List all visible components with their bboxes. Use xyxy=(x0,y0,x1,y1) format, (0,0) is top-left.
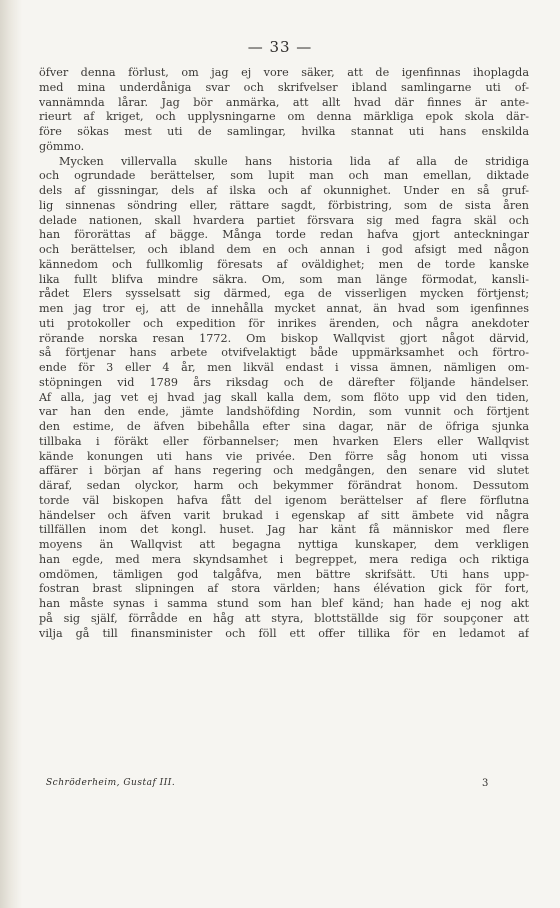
text-line: torde väl biskopen hafva fått del igenom berättelser af flere förflutna xyxy=(39,493,529,507)
text-line: tillfällen inom det kongl. huset. Jag har känt få människor med flere xyxy=(39,523,529,537)
text-line: men jag tror ej, att de innehålla mycket annat, än hvad som igenfinnes xyxy=(39,302,529,315)
text-line: han måste synas i samma stund som han blef känd; han hade ej nog akt xyxy=(39,597,529,610)
text-line: fostran brast slipningen af stora världen; hans élévation gick för fort, xyxy=(39,582,529,596)
body-text xyxy=(39,66,529,641)
page-number: — 33 — xyxy=(247,38,313,56)
text-line: ende för 3 eller 4 år, men likväl endast i vissa ämnen, nämligen om- xyxy=(39,361,529,374)
text-line: lika fullt blifva mindre säkra. Om, som man länge förmodat, kansli- xyxy=(39,272,529,286)
binding-gutter xyxy=(0,0,22,908)
text-line: affärer i början af hans regering och medgången, den senare vid slutet xyxy=(39,464,529,478)
text-line: öfver denna förlust, om jag ej vore säker, att de igenfinnas ihoplagda xyxy=(39,66,529,79)
text-line: rådet Elers sysselsatt sig därmed, ega de visserligen mycken förtjenst; xyxy=(39,287,529,301)
text-line: kännedom och fullkomlig föresats af oväldighet; men de torde kanske xyxy=(39,257,529,271)
text-line: moyens än Wallqvist att begagna nyttiga kunskaper, dem verkligen xyxy=(39,538,529,551)
text-line: dels af gissningar, dels af ilska och af okunnighet. Under en så gruf- xyxy=(39,184,529,197)
text-line: vannämnda lårar. Jag bör anmärka, att allt hvad där finnes är ante- xyxy=(39,95,529,109)
text-line: tillbaka i föräkt eller förbannelser; men hvarken Elers eller Wallqvist xyxy=(39,434,529,448)
text-line: han förorättas af bägge. Många torde redan hafva gjort anteckningar xyxy=(39,228,529,242)
text-line: däraf, sedan olyckor, harm och bekymmer förändrat honom. Dessutom xyxy=(39,479,529,492)
text-line: före sökas mest uti de samlingar, hvilka stannat uti hans enskilda xyxy=(39,125,529,138)
footer-title: Schröderheim, Gustaf III. xyxy=(46,778,176,788)
text-line: på sig själf, förrådde en håg att styra, blottställde sig för soupçoner att xyxy=(39,611,529,625)
text-line: stöpningen vid 1789 års riksdag och de därefter följande händelser. xyxy=(39,375,529,389)
text-line: uti protokoller och expedition för inrikes ärenden, och några anekdoter xyxy=(39,316,529,330)
text-line: Mycken villervalla skulle hans historia lida af alla de stridiga xyxy=(59,154,529,168)
text-line: vilja gå till finansminister och föll ett offer tillika för en ledamot af xyxy=(39,626,529,640)
text-line: den estime, de äfven bibehålla efter sina dagar, när de öfriga sjunka xyxy=(39,420,529,433)
text-line: delade nationen, skall hvardera partiet försvara sig med fagra skäl och xyxy=(39,213,529,227)
text-line: omdömen, tämligen god talgåfva, men bättre skrifsätt. Uti hans upp- xyxy=(39,567,529,581)
signature-mark: 3 xyxy=(482,778,489,789)
text-line: med mina underdåniga svar och skrifvelser ibland samlingarne uti of- xyxy=(39,80,529,94)
text-line: så förtjenar hans arbete otvifvelaktigt både uppmärksamhet och förtro- xyxy=(39,346,529,360)
text-line: händelser och äfven varit brukad i egenskap af sitt ämbete vid några xyxy=(39,508,529,522)
text-line: och ogrundade berättelser, som lupit man och man emellan, diktade xyxy=(39,169,529,183)
text-line: Af alla, jag vet ej hvad jag skall kalla dem, som flöto upp vid den tiden, xyxy=(39,390,529,404)
text-line: rörande norska resan 1772. Om biskop Wallqvist gjort något därvid, xyxy=(39,331,529,345)
text-line: och berättelser, och ibland dem en och annan i god afsigt med någon xyxy=(39,243,529,256)
text-line: kände konungen uti hans vie privée. Den förre såg honom uti vissa xyxy=(39,449,529,463)
text-line: gömmo. xyxy=(39,139,85,153)
text-line: var han den ende, jämte landshöfding Nordin, som vunnit och förtjent xyxy=(39,405,529,419)
text-line: han egde, med mera skyndsamhet i begreppet, mera rediga och riktiga xyxy=(39,552,529,566)
text-line: rieurt af kriget, och upplysningarne om denna märkliga epok skola där- xyxy=(39,110,529,124)
text-line: lig sinnenas söndring eller, rättare sagdt, förbistring, som de sista åren xyxy=(39,198,529,212)
